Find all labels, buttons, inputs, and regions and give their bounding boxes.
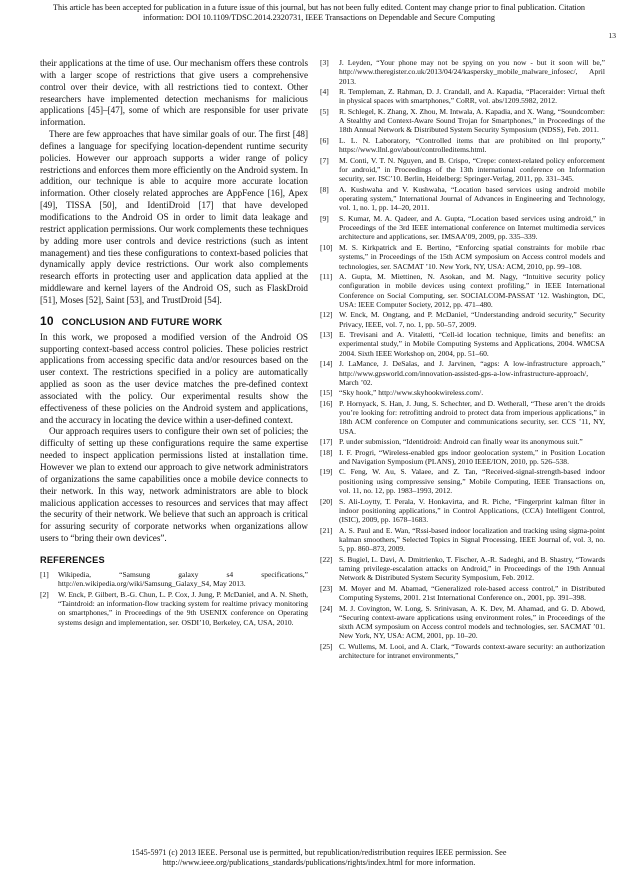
reference-number: [15] (320, 388, 333, 398)
reference-item (320, 642, 605, 661)
reference-text: W. Enck, M. Ongtang, and P. McDaniel, “Understanding android security,” Security Privacy, IEEE, vol. 7, no. 1, pp. 50–57, 2009. (339, 310, 605, 329)
reference-text: J. Leyden, “Your phone may not be spying on you now - but it soon will be,” http://www.theregister.co.uk/2013/04/24/kaspersky_mobile_malware_infosec/, April 2013. (339, 58, 605, 86)
reference-text: M. Moyer and M. Abamad, “Generalized role-based access control,” in Distributed Computing Systems, 2001. 21st International Conference on., 2001, pp. 391–398. (339, 583, 605, 603)
reference-number: [5] (320, 106, 329, 116)
section-title: REFERENCES (40, 554, 105, 565)
banner-line-1: This article has been accepted for publication in a future issue of this journal, but has not been fully edited. Content may change prior to final publication. Citation (52, 3, 586, 12)
reference-number: [11] (320, 272, 333, 282)
copyright-footer (14, 848, 624, 868)
reference-text: S. Bugiel, L. Davi, A. Dmitrienko, T. Fischer, A.-R. Sadeghi, and B. Shastry, “Towards taming privilege-escalation attacks on Android,” in Proceedings of the 19th Annual Network & Distributed System Security Symposium, Feb. 2012. (339, 554, 605, 583)
journal-banner (14, 3, 624, 23)
reference-number: [17] (320, 437, 333, 447)
reference-item (320, 448, 605, 467)
right-column (320, 58, 605, 662)
reference-text: C. Feng, W. Au, S. Valaee, and Z. Tan, “Received-signal-strength-based indoor positioning using compressive sensing,” Mobile Computing, IEEE Transactions on, vol. 11, no. 12, pp. 1983–1993, 2012. (339, 467, 605, 496)
reference-item (320, 555, 605, 583)
reference-item (320, 497, 605, 525)
reference-text: “Sky hook,” http://www.skyhookwireless.com/. (339, 388, 484, 398)
reference-text: A. S. Paul and E. Wan, “Rssi-based indoor localization and tracking using sigma-point kalman smoothers,” Selected Topics in Signal Processing, IEEE Journal of, vol. 3, no. 5, pp. 860–873, 2009. (339, 525, 605, 554)
reference-text: E. Trevisani and A. Vitaletti, “Cell-id location technique, limits and benefits: an experimental study,” in Mobile Computing Systems and Applications, 2004. WMCSA 2004. Sixth IEEE Workshop on, 2004, pp. 51–60. (339, 330, 605, 358)
reference-text: I. F. Progri, “Wireless-enabled gps indoor geolocation system,” in Position Location and Navigation Symposium (PLANS), 2010 IEEE/ION, 2010, pp. 526–538. (339, 447, 605, 466)
reference-text: A. Kushwaha and V. Kushwaha, “Location based services using android mobile operating system,” International Journal of Advances in Engineering and Technology, vol. 1, no. 1, pp. 14–20, 2011. (339, 184, 605, 213)
reference-text: M. J. Covington, W. Long, S. Srinivasan, A. K. Dev, M. Ahamad, and G. D. Abowd, “Securing context-aware applications using environment roles,” in Proceedings of the sixth ACM symposium on Access control models and technologies, ser. SACMAT ’01. New York, NY, USA: ACM, 2001, pp. 10–20. (339, 603, 605, 641)
reference-item (320, 359, 605, 387)
left-column (40, 58, 308, 628)
reference-text: S. Ali-Loytty, T. Perala, V. Honkavirta, and R. Piche, “Fingerprint kalman filter in indoor positioning applications,” in Control Applications, (CCA) Intelligent Control, (ISIC), 2009, pp. 1678–1683. (339, 496, 605, 525)
reference-item (320, 467, 605, 495)
reference-item (320, 243, 605, 271)
reference-item (320, 330, 605, 358)
body-paragraph: There are few approaches that have similar goals of our. The first [48] defines a language for specifying location-dependent runtime security policies. However our approach supports a wider range of policy restrictions and enforces them more efficiently on the Android system. In addition, our technique is able to acquire more accurate location information. Other closely related approches are AppFence [16], Apex [49], TISSA [50], and IdentiDroid [17] that have developed modifications to the Android OS in order to limit data leakage and restrict application permissions. Our work complements these techniques by adding more user controls and device restrictions (such as intent management) and ties these configurations to context-based policies that dynamically apply device restrictions. Our work also complements research efforts in protecting user and application data applied at the middleware and kernel layers of the Android OS, such as FlaskDroid [51], Moses [52], Saint [53], and TrustDroid [54]. (40, 129, 308, 305)
body-paragraph: their applications at the time of use. Our mechanism offers these controls with a larger scope of restrictions that give users a comprehensive control over their device, with all restrictions tied to context. Other researchers have implemented detection mechanisms for malicious applications [45]–[47], some of which are responsible for user private information. (40, 58, 308, 128)
reference-item (320, 156, 605, 184)
reference-number: [4] (320, 87, 329, 97)
reference-number: [10] (320, 242, 333, 252)
reference-number: [1] (40, 569, 49, 579)
section-heading-references (40, 552, 308, 566)
reference-item (320, 185, 605, 213)
body-paragraph: Our approach requires users to configure their own set of policies; the difficulty of setting up these configurations require the same expertise needed to inspect application permissions listed at installation time. However we plan to extend our approach to give network administrators of organizations the same capabilities once a mobile device connects to their network. In this way, network administrators are able to block malicious application accesses to resources and services that may affect the security of their network. We believe that such an approach is critical for assuring security of corporate networks when organizations allow users to “bring their own devices”. (40, 426, 308, 544)
reference-number: [16] (320, 398, 333, 408)
reference-number: [18] (320, 447, 333, 457)
reference-number: [14] (320, 359, 333, 369)
reference-number: [6] (320, 135, 329, 145)
reference-item (320, 388, 605, 397)
reference-item (320, 214, 605, 242)
reference-text: A. Gupta, M. Miettinen, N. Asokan, and M. Nagy, “Intuitive security policy configuration in mobile devices using context profiling,” in IEEE International Conference on Social Computing, ser. SOCIALCOM-PASSAT ’12. Washington, DC, USA: IEEE Computer Society, 2012, pp. 471–480. (339, 272, 605, 309)
footer-line-2: http://www.ieee.org/publications_standards/publications/rights/index.html for more information. (162, 858, 476, 867)
reference-text: C. Wullems, M. Looi, and A. Clark, “Towards context-aware security: an authorization architecture for intranet environments,” (339, 641, 605, 661)
section-number: 10 (40, 313, 54, 328)
reference-text: M. S. Kirkpatrick and E. Bertino, “Enforcing spatial constraints for mobile rbac systems,” in Proceedings of the 15th ACM symposium on Access control models and technologies, ser. SACMAT ’10. New York, NY, USA: ACM, 2010, pp. 99–108. (339, 242, 605, 271)
reference-item (320, 136, 605, 155)
reference-item (320, 87, 605, 106)
reference-text: R. Templeman, Z. Rahman, D. J. Crandall, and A. Kapadia, “Placeraider: Virtual theft in physical spaces with smartphones,” CoRR, vol. abs/1209.5982, 2012. (339, 87, 605, 106)
reference-item (320, 272, 605, 309)
reference-number: [7] (320, 155, 329, 165)
reference-number: [2] (40, 589, 49, 599)
reference-text: W. Enck, P. Gilbert, B.-G. Chun, L. P. Cox, J. Jung, P. McDaniel, and A. N. Sheth, “Taintdroid: an information-flow tracking system for realtime privacy monitoring on smartphones,” in Proceedings of the 9th USENIX conference on Operating systems design and implementation, ser. OSDI’10, Berkeley, CA, USA, 2010. (58, 589, 308, 627)
reference-text: Wikipedia, “Samsung galaxy s4 specifications,” http://en.wikipedia.org/wiki/Samsung_Galaxy_S4, May 2013. (58, 569, 308, 589)
reference-number: [25] (320, 641, 333, 651)
section-heading-conclusion (40, 314, 308, 328)
reference-number: [21] (320, 525, 333, 535)
page-number: 13 (608, 31, 616, 40)
reference-text: J. LaMance, J. DeSalas, and J. Jarvinen, “agps: A low-infrastructure approach,” http://www.gpsworld.com/innovation-assisted-gps-a-low-infrastructure-approach/, March ’02. (339, 359, 605, 387)
reference-text: P. Hornyack, S. Han, J. Jung, S. Schechter, and D. Wetherall, “These aren’t the droids you’re looking for: retrofitting android to protect data from imperious applications,” in 18th ACM conference on Computer and communications security, ser. CCS ’11, NY, USA. (339, 398, 605, 436)
reference-item (40, 590, 308, 627)
reference-number: [24] (320, 603, 333, 613)
reference-item (320, 526, 605, 554)
reference-list-right (320, 58, 605, 661)
reference-number: [13] (320, 330, 333, 340)
reference-item (320, 399, 605, 436)
reference-item (320, 604, 605, 641)
banner-line-2: information: DOI 10.1109/TDSC.2014.2320731, IEEE Transactions on Dependable and Secure Computing (143, 13, 495, 22)
reference-number: [12] (320, 310, 333, 320)
reference-text: M. Conti, V. T. N. Nguyen, and B. Crispo, “Crepe: context-related policy enforcement for android,” in Proceedings of the 13th international conference on Information security, ser. ISC’10. Berlin, Heidelberg: Springer-Verlag, 2011, pp. 331–345. (339, 155, 605, 184)
reference-text: P. under submission, “Identidroid: Android can finally wear its anonymous suit.” (339, 437, 583, 447)
reference-number: [9] (320, 213, 329, 223)
reference-number: [20] (320, 496, 333, 506)
reference-number: [19] (320, 467, 333, 477)
reference-number: [23] (320, 583, 333, 593)
reference-text: R. Schlegel, K. Zhang, X. Zhou, M. Intwala, A. Kapadia, and X. Wang, “Soundcomber: A Stealthy and Context-Aware Sound Trojan for Smartphones,” in Proceedings of the 18th Annual Network & Distributed System Security Symposium (NDSS), Feb. 2011. (339, 106, 605, 135)
reference-item (320, 584, 605, 603)
section-title: CONCLUSION AND FUTURE WORK (61, 316, 223, 327)
reference-number: [8] (320, 184, 329, 194)
footer-line-1: 1545-5971 (c) 2013 IEEE. Personal use is permitted, but republication/redistribution requires IEEE permission. See (131, 848, 507, 857)
reference-item (320, 107, 605, 135)
reference-number: [22] (320, 554, 333, 564)
reference-item (320, 437, 605, 446)
reference-item (40, 570, 308, 589)
body-paragraph: In this work, we proposed a modified version of the Android OS supporting context-based access control policies. These policies restrict applications from accessing specific data and/or resources based on the user context. The restrictions specified in a policy are automatically applied as soon as the user device matches the pre-defined context associated with the policy. Our experimental results show the effectiveness of these policies on the Android system and applications, and the accuracy in locating the device within a user-defined context. (40, 331, 308, 425)
reference-list-left (40, 570, 308, 627)
reference-item (320, 310, 605, 329)
reference-text: L. L. N. Laboratory, “Controlled items that are prohibited on llnl proporty,” https://www.llnl.gov/about/controlleditems.html. (339, 135, 605, 155)
reference-item (320, 58, 605, 86)
reference-text: S. Kumar, M. A. Qadeer, and A. Gupta, “Location based services using android,” in Proceedings of the 3rd IEEE international conference on Internet multimedia services architecture and applications, ser. IMSAA’09, 2009, pp. 335–339. (339, 213, 605, 242)
reference-number: [3] (320, 58, 329, 67)
